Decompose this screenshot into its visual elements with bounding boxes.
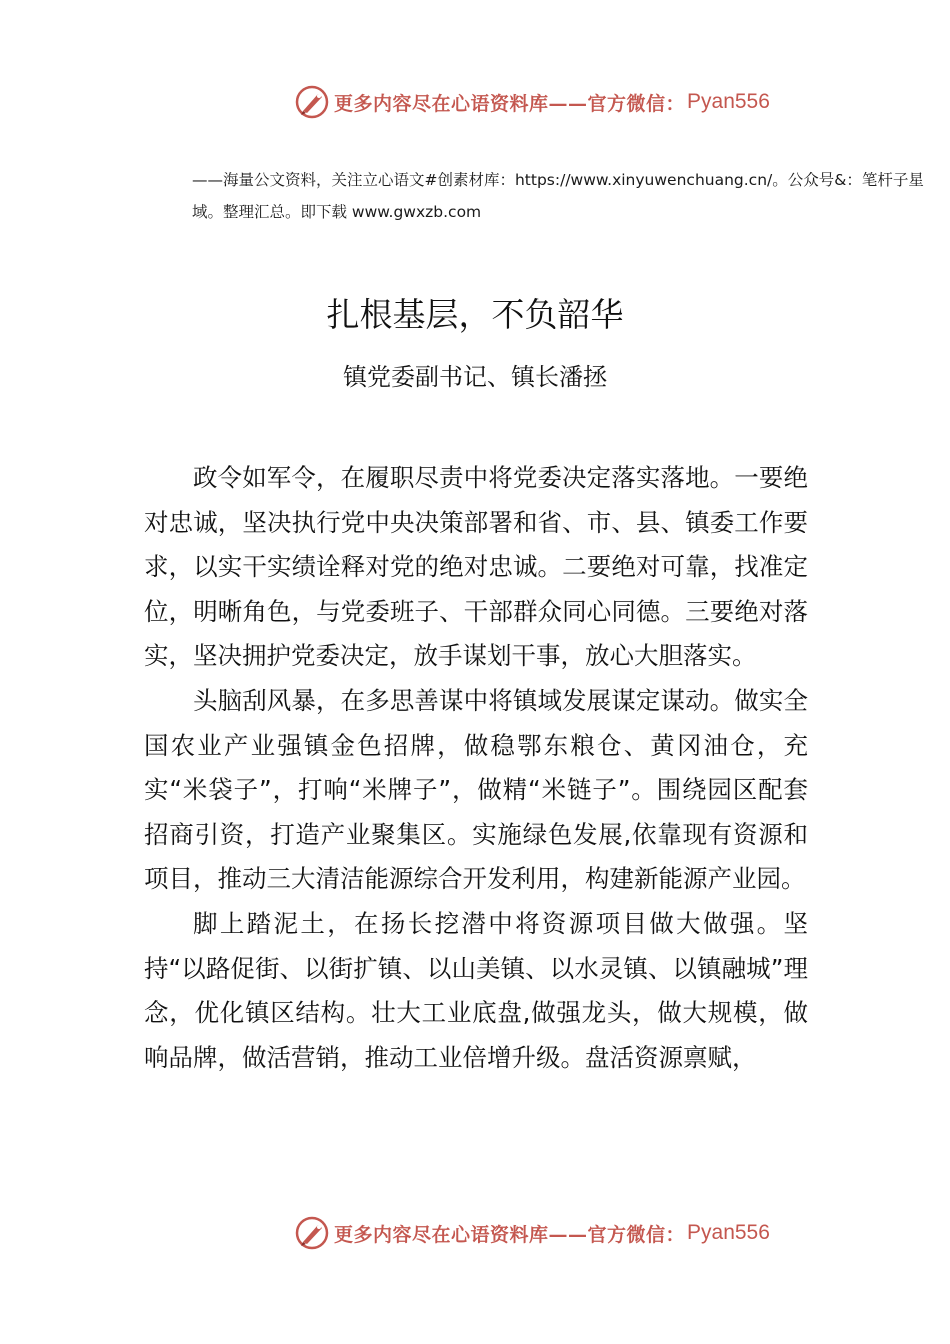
watermark-text: 更多内容尽在心语资料库——官方微信： <box>334 1223 686 1246</box>
source-note: ——海量公文资料，关注立心语文#创素材库：https://www.xinyuwenchuang.cn/。公众号&：笔杆子星域。整理汇总。即下载 www.gwxzb.com <box>192 171 924 221</box>
paragraph-2: 头脑刮风暴，在多思善谋中将镇域发展谋定谋动。做实全国农业产业强镇金色招牌，做稳鄂东粮仓、黄冈油仓，充实“米袋子”，打响“米牌子”，做精“米链子”。围绕园区配套招商引资，打造产业聚集区。实施绿色发展,依靠现有资源和项目，推动三大清洁能源综合开发利用，构建新能源产业园。 <box>144 685 808 894</box>
footer-watermark <box>294 1213 770 1253</box>
pen-nib-logo-icon <box>294 1215 330 1251</box>
wechat-id: Pyan556 <box>687 1221 770 1244</box>
author-line: 镇党委副书记、镇长潘拯 <box>343 363 607 391</box>
paragraph-1: 政令如军令，在履职尽责中将党委决定落实落地。一要绝对忠诚，坚决执行党中央决策部署和省、市、县、镇委工作要求，以实干实绩诠释对党的绝对忠诚。二要绝对可靠，找准定位，明晰角色，与党委班子、干部群众同心同德。三要绝对落实，坚决拥护党委决定，放手谋划干事，放心大胆落实。 <box>144 463 808 671</box>
wechat-id: Pyan556 <box>687 90 770 113</box>
paragraph-3: 脚上踏泥土，在扬长挖潜中将资源项目做大做强。坚持“以路促街、以街扩镇、以山美镇、以水灵镇、以镇融城”理念，优化镇区结构。壮大工业底盘,做强龙头，做大规模，做响品牌，做活营销，推动工业倍增升级。盘活资源禀赋， <box>144 908 808 1072</box>
pen-nib-logo-icon <box>294 84 330 120</box>
article-title: 扎根基层，不负韶华 <box>326 295 624 334</box>
watermark-text: 更多内容尽在心语资料库——官方微信： <box>334 92 686 115</box>
header-watermark <box>294 82 770 122</box>
article-body <box>144 456 808 1080</box>
